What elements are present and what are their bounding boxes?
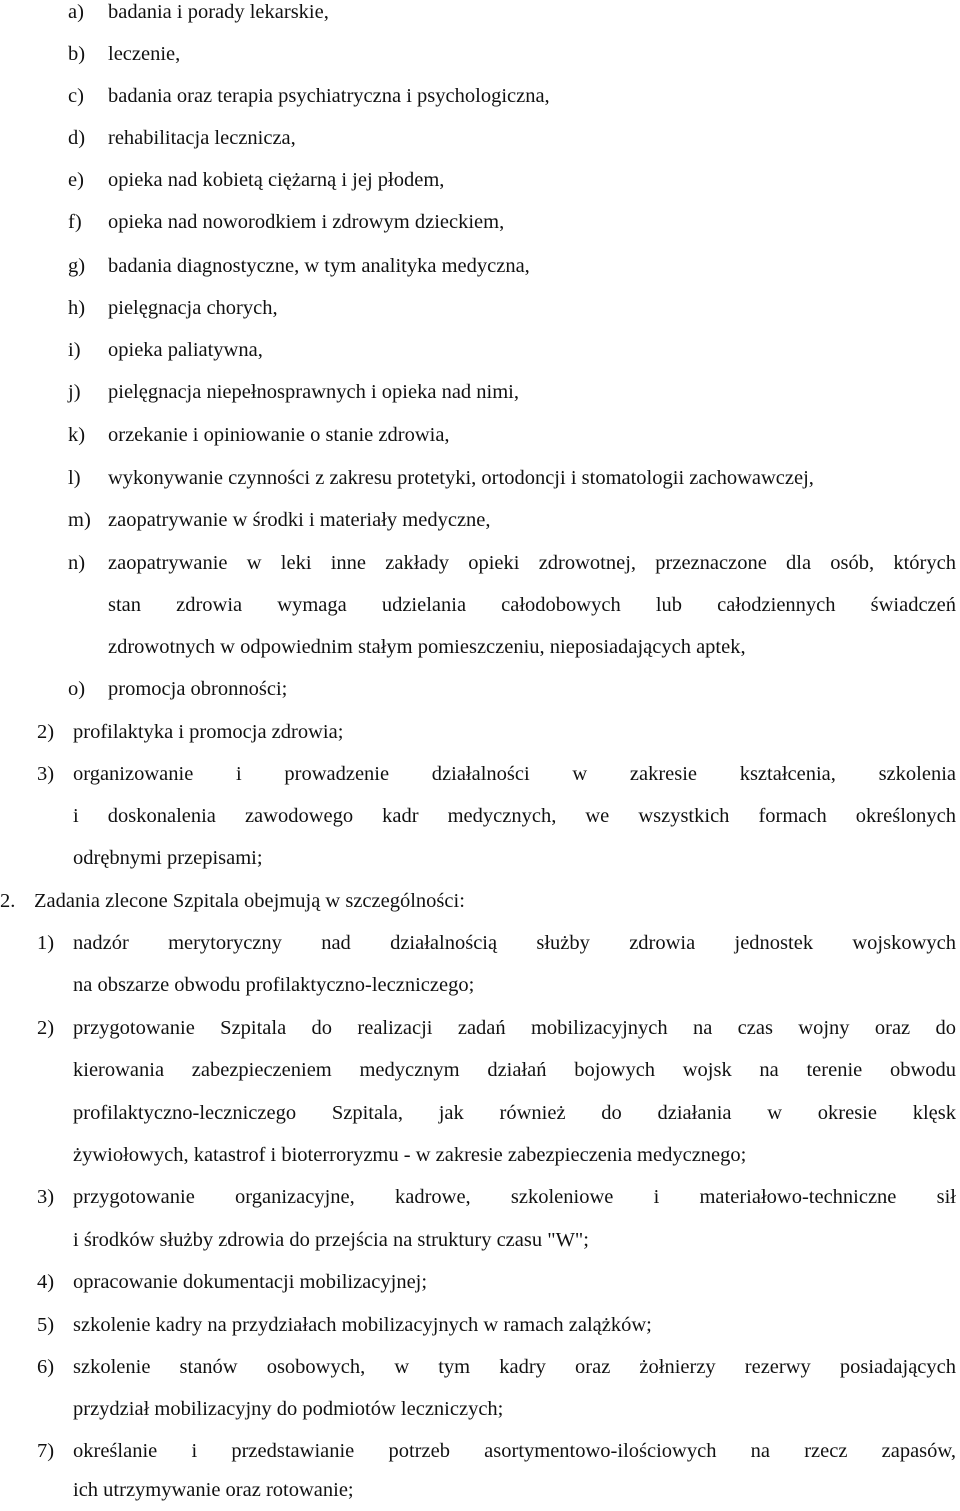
numbered-item-6-continuation [0,1388,960,1430]
list-item-text: wykonywanie czynności z zakresu protetyki, ortodoncji i stomatologii zachowawczej, [108,467,814,489]
list-item-text: opieka nad kobietą ciężarną i jej płodem, [108,169,445,191]
numbered-item-4 [0,1261,960,1303]
list-item-text: szkolenie stanów osobowych, w tym kadry oraz żołnierzy rezerwy posiadających [73,1356,956,1378]
list-marker: f) [68,211,82,233]
list-item-text: przydział mobilizacyjny do podmiotów leczniczych; [73,1398,504,1420]
list-marker: n) [68,552,86,574]
list-item-e [0,159,960,201]
list-item-m [0,499,960,541]
list-item-text: zaopatrywanie w leki inne zakłady opieki zdrowotnej, przeznaczone dla osób, których [108,552,956,574]
list-item-i [0,329,960,371]
list-marker: g) [68,255,86,277]
list-item-text: opracowanie dokumentacji mobilizacyjnej; [73,1271,428,1293]
list-marker: i) [68,339,81,361]
list-item-text: i doskonalenia zawodowego kadr medycznych, we wszystkich formach określonych [73,805,956,827]
list-item-a [0,0,960,33]
list-item-text: stan zdrowia wymaga udzielania całodobowych lub całodziennych świadczeń [108,594,956,616]
numbered-item-7-continuation [0,1469,960,1511]
numbered-item-5 [0,1304,960,1346]
list-item-text: promocja obronności; [108,678,288,700]
list-item-o [0,668,960,710]
numbered-item-1 [0,922,960,964]
numbered-item-2b [0,1007,960,1049]
numbered-item-2b-continuation [0,1092,960,1134]
list-marker: k) [68,424,86,446]
list-marker: 1) [37,932,55,954]
list-item-j [0,371,960,413]
list-item-text: leczenie, [108,43,181,65]
list-item-text: i środków służby zdrowia do przejścia na struktury czasu "W"; [73,1229,589,1251]
list-item-text: nadzór merytoryczny nad działalnością służby zdrowia jednostek wojskowych [73,932,956,954]
list-item-text: ich utrzymywanie oraz rotowanie; [73,1479,354,1501]
list-item-text: pielęgnacja chorych, [108,297,278,319]
list-item-text: badania diagnostyczne, w tym analityka medyczna, [108,255,530,277]
list-marker: e) [68,169,84,191]
list-item-text: na obszarze obwodu profilaktyczno-leczniczego; [73,974,475,996]
list-marker: c) [68,85,84,107]
list-item-text: pielęgnacja niepełnosprawnych i opieka nad nimi, [108,381,520,403]
list-item-text: określanie i przedstawianie potrzeb asortymentowo-ilościowych na rzecz zapasów, [73,1440,956,1462]
list-marker: a) [68,1,84,23]
list-item-l [0,457,960,499]
list-marker: 2) [37,721,55,743]
list-item-text: badania i porady lekarskie, [108,1,329,23]
list-marker: 5) [37,1314,55,1336]
list-marker: o) [68,678,86,700]
list-marker: 3) [37,1186,55,1208]
list-item-text: opieka paliatywna, [108,339,263,361]
list-marker: 4) [37,1271,55,1293]
numbered-item-2b-continuation [0,1049,960,1091]
section-heading [0,880,960,922]
list-item-text: opieka nad noworodkiem i zdrowym dzieckiem, [108,211,505,233]
numbered-item-7 [0,1430,960,1472]
section-marker: 2. [0,890,16,912]
list-item-h [0,287,960,329]
list-marker: h) [68,297,86,319]
list-item-text: przygotowanie Szpitala do realizacji zadań mobilizacyjnych na czas wojny oraz do [73,1017,956,1039]
numbered-item-3-continuation [0,795,960,837]
list-item-text: przygotowanie organizacyjne, kadrowe, szkoleniowe i materiałowo-techniczne sił [73,1186,956,1208]
list-item-b [0,33,960,75]
list-item-n-continuation [0,584,960,626]
list-item-text: rehabilitacja lecznicza, [108,127,296,149]
numbered-item-2 [0,711,960,753]
list-item-d [0,117,960,159]
numbered-item-3-continuation [0,837,960,879]
list-item-g [0,245,960,287]
list-item-n [0,542,960,584]
list-item-text: zdrowotnych w odpowiednim stałym pomieszczeniu, nieposiadających aptek, [108,636,746,658]
list-item-c [0,75,960,117]
list-item-f [0,201,960,243]
list-item-n-continuation [0,626,960,668]
list-marker: j) [68,381,81,403]
numbered-item-3b [0,1176,960,1218]
numbered-item-3 [0,753,960,795]
list-item-text: kierowania zabezpieczeniem medycznym działań bojowych wojsk na terenie obwodu [73,1059,956,1081]
section-text: Zadania zlecone Szpitala obejmują w szczególności: [34,890,465,912]
numbered-item-6 [0,1346,960,1388]
list-item-text: organizowanie i prowadzenie działalności w zakresie kształcenia, szkolenia [73,763,956,785]
list-item-text: badania oraz terapia psychiatryczna i psychologiczna, [108,85,550,107]
list-marker: 3) [37,763,55,785]
list-item-text: profilaktyka i promocja zdrowia; [73,721,344,743]
list-item-text: szkolenie kadry na przydziałach mobilizacyjnych w ramach zalążków; [73,1314,652,1336]
list-marker: 2) [37,1017,55,1039]
list-marker: 6) [37,1356,55,1378]
list-marker: b) [68,43,86,65]
list-item-text: orzekanie i opiniowanie o stanie zdrowia, [108,424,450,446]
list-item-text: profilaktyczno-leczniczego Szpitala, jak również do działania w okresie klęsk [73,1102,956,1124]
list-marker: m) [68,509,91,531]
list-marker: l) [68,467,81,489]
list-marker: d) [68,127,86,149]
list-item-text: odrębnymi przepisami; [73,847,263,869]
list-marker: 7) [37,1440,55,1462]
list-item-text: zaopatrywanie w środki i materiały medyczne, [108,509,491,531]
numbered-item-2b-continuation [0,1134,960,1176]
list-item-k [0,414,960,456]
numbered-item-3b-continuation [0,1219,960,1261]
numbered-item-1-continuation [0,964,960,1006]
list-item-text: żywiołowych, katastrof i bioterroryzmu - w zakresie zabezpieczenia medycznego; [73,1144,747,1166]
